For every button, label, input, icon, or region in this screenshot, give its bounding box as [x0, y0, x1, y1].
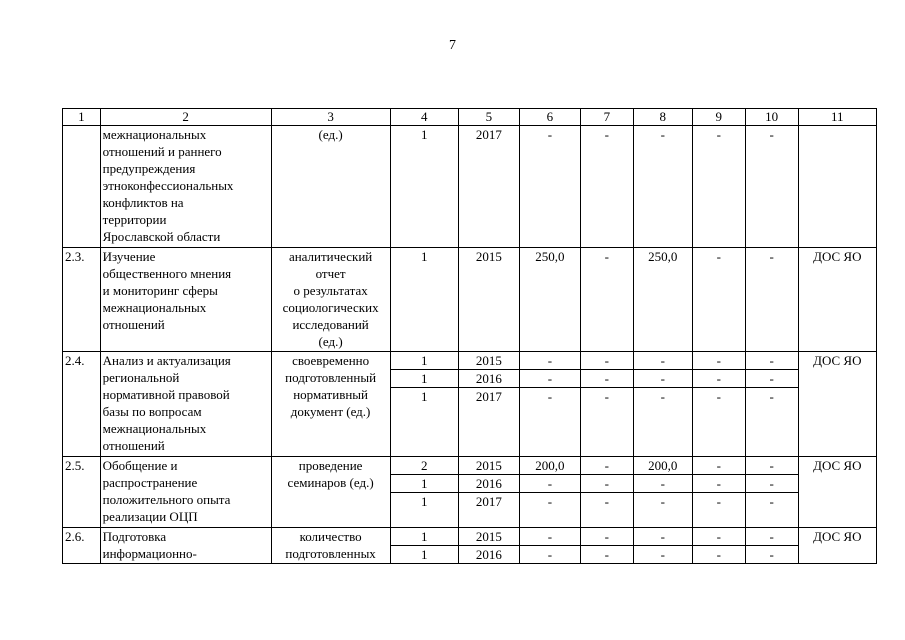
value-cell: - [580, 546, 633, 564]
value-cell: 1 [390, 528, 458, 546]
table-row [63, 248, 877, 352]
value-cell: 1 [390, 370, 458, 388]
value-cell: - [580, 370, 633, 388]
header-cell: 2 [100, 109, 271, 126]
header-cell: 9 [692, 109, 745, 126]
value-cell: - [745, 475, 798, 493]
header-cell: 8 [633, 109, 692, 126]
task-cell: Анализ и актуализация региональной нормативной правовой базы по вопросам межнациональных отношений [100, 352, 271, 457]
value-cell: - [580, 475, 633, 493]
value-cell: - [745, 546, 798, 564]
executor-cell [798, 126, 876, 248]
value-cell: 1 [390, 546, 458, 564]
value-cell: 1 [390, 493, 458, 528]
header-row [63, 109, 877, 126]
table-row [63, 457, 877, 475]
value-cell: - [633, 493, 692, 528]
page-number: 7 [449, 38, 456, 53]
value-cell: - [745, 388, 798, 457]
year-cell: 2017 [458, 388, 519, 457]
table-row [63, 528, 877, 546]
header-cell: 10 [745, 109, 798, 126]
value-cell: - [519, 388, 580, 457]
value-cell: - [692, 126, 745, 248]
task-cell: Обобщение и распространение положительного опыта реализации ОЦП [100, 457, 271, 528]
task-cell: Подготовка информационно- [100, 528, 271, 564]
value-cell: - [519, 546, 580, 564]
header-cell: 4 [390, 109, 458, 126]
value-cell: 2 [390, 457, 458, 475]
table-row [63, 126, 877, 248]
row-number: 2.4. [63, 352, 101, 457]
value-cell: - [519, 370, 580, 388]
value-cell: - [745, 352, 798, 370]
value-cell: 1 [390, 352, 458, 370]
header-cell: 6 [519, 109, 580, 126]
value-cell: - [519, 352, 580, 370]
header-cell: 3 [271, 109, 390, 126]
value-cell: - [692, 546, 745, 564]
value-cell: - [692, 528, 745, 546]
value-cell: 200,0 [519, 457, 580, 475]
value-cell: - [745, 126, 798, 248]
year-cell: 2015 [458, 248, 519, 352]
value-cell: 1 [390, 388, 458, 457]
value-cell: - [580, 352, 633, 370]
value-cell: 1 [390, 475, 458, 493]
value-cell: - [692, 370, 745, 388]
year-cell: 2017 [458, 126, 519, 248]
program-table [62, 108, 877, 564]
row-number: 2.3. [63, 248, 101, 352]
executor-cell: ДОС ЯО [798, 457, 876, 528]
indicator-cell: своевременно подготовленный нормативный документ (ед.) [271, 352, 390, 457]
value-cell: - [692, 248, 745, 352]
value-cell: 1 [390, 126, 458, 248]
value-cell: 250,0 [519, 248, 580, 352]
table-row [63, 352, 877, 370]
value-cell: - [692, 457, 745, 475]
value-cell: - [692, 388, 745, 457]
indicator-cell: (ед.) [271, 126, 390, 248]
value-cell: - [519, 493, 580, 528]
value-cell: - [519, 126, 580, 248]
value-cell: - [745, 457, 798, 475]
value-cell: - [633, 388, 692, 457]
value-cell: - [692, 475, 745, 493]
value-cell: - [633, 126, 692, 248]
value-cell: - [580, 388, 633, 457]
header-cell: 5 [458, 109, 519, 126]
value-cell: - [633, 528, 692, 546]
value-cell: - [580, 493, 633, 528]
value-cell: - [580, 457, 633, 475]
value-cell: - [745, 493, 798, 528]
executor-cell: ДОС ЯО [798, 528, 876, 564]
value-cell: - [633, 370, 692, 388]
row-number: 2.6. [63, 528, 101, 564]
year-cell: 2016 [458, 546, 519, 564]
value-cell: - [580, 528, 633, 546]
value-cell: - [745, 370, 798, 388]
value-cell: - [692, 493, 745, 528]
task-cell: межнациональных отношений и раннего предупреждения этноконфессиональных конфликтов на территории Ярославской области [100, 126, 271, 248]
row-number: 2.5. [63, 457, 101, 528]
row-number [63, 126, 101, 248]
header-cell: 11 [798, 109, 876, 126]
value-cell: - [633, 475, 692, 493]
year-cell: 2016 [458, 370, 519, 388]
year-cell: 2015 [458, 352, 519, 370]
value-cell: - [519, 528, 580, 546]
value-cell: - [633, 352, 692, 370]
header-cell: 7 [580, 109, 633, 126]
year-cell: 2015 [458, 457, 519, 475]
indicator-cell: количество подготовленных [271, 528, 390, 564]
indicator-cell: проведение семинаров (ед.) [271, 457, 390, 528]
year-cell: 2016 [458, 475, 519, 493]
value-cell: 1 [390, 248, 458, 352]
value-cell: - [633, 546, 692, 564]
header-cell: 1 [63, 109, 101, 126]
value-cell: - [580, 248, 633, 352]
year-cell: 2017 [458, 493, 519, 528]
value-cell: - [519, 475, 580, 493]
value-cell: - [745, 248, 798, 352]
indicator-cell: аналитический отчет о результатах социологических исследований (ед.) [271, 248, 390, 352]
value-cell: 200,0 [633, 457, 692, 475]
executor-cell: ДОС ЯО [798, 248, 876, 352]
task-cell: Изучение общественного мнения и мониторинг сферы межнациональных отношений [100, 248, 271, 352]
executor-cell: ДОС ЯО [798, 352, 876, 457]
value-cell: 250,0 [633, 248, 692, 352]
value-cell: - [745, 528, 798, 546]
value-cell: - [580, 126, 633, 248]
year-cell: 2015 [458, 528, 519, 546]
value-cell: - [692, 352, 745, 370]
